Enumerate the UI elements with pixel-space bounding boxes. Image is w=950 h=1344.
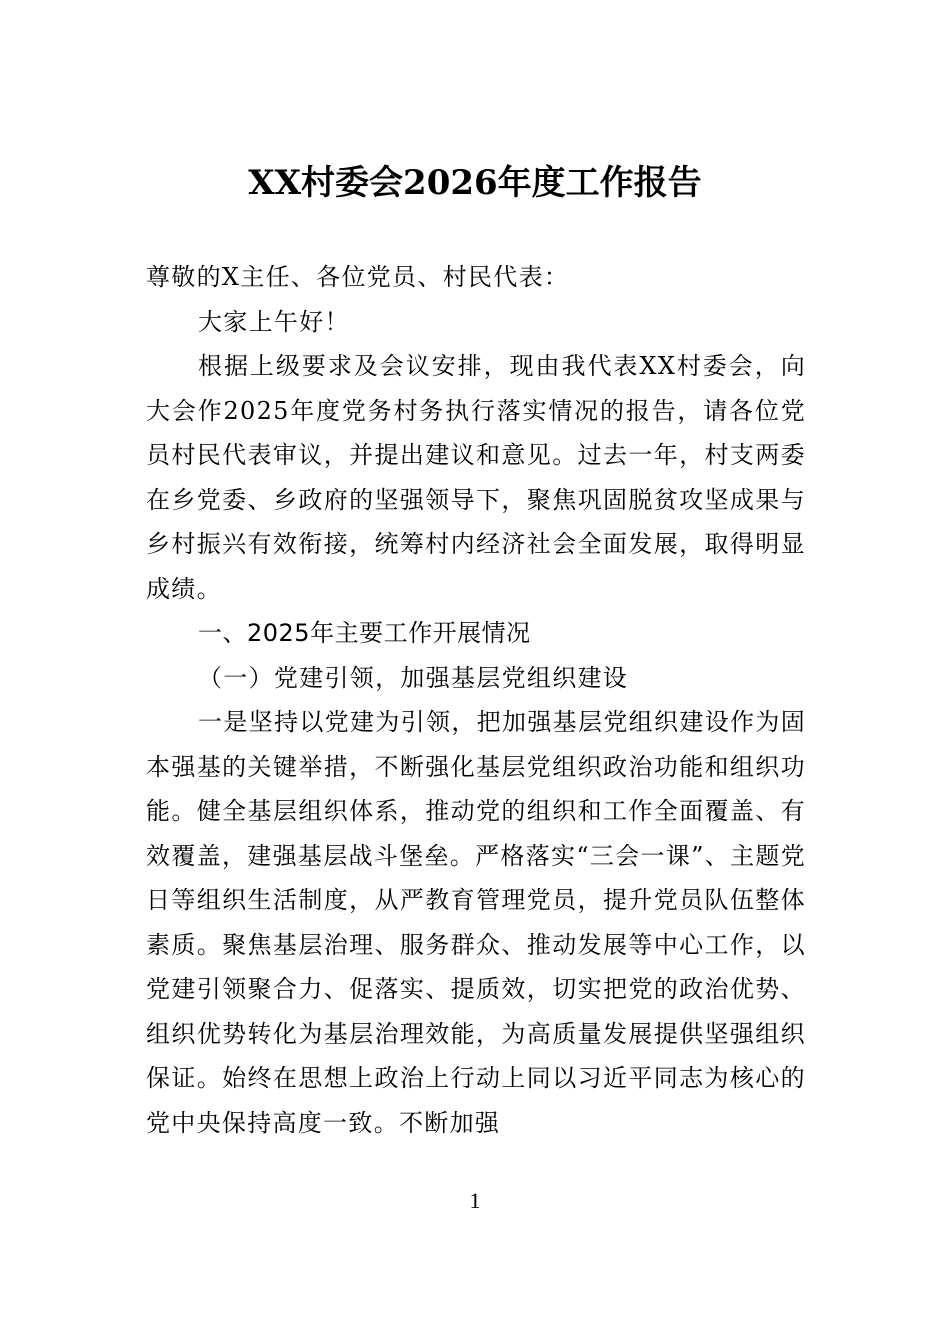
document-body xyxy=(146,255,806,1145)
document-title: XX村委会2026年度工作报告 xyxy=(248,163,702,203)
subsection-heading: （一）党建引领，加强基层党组织建设 xyxy=(198,663,629,692)
section-heading: 一、2025年主要工作开展情况 xyxy=(198,619,531,647)
intro-paragraph: 根据上级要求及会议安排，现由我代表XX村委会，向大会作2025年度党务村务执行落实情况的报告，请各位党员村民代表审议，并提出建议和意见。过去一年，村支两委在乡党委、乡政府的坚强领导下，聚焦巩固脱贫攻坚成果与乡村振兴有效衔接，统筹村内经济社会全面发展，取得明显成绩。 xyxy=(146,352,806,603)
subsection-paragraph: 一是坚持以党建为引领，把加强基层党组织建设作为固本强基的关键举措，不断强化基层党组织政治功能和组织功能。健全基层组织体系，推动党的组织和工作全面覆盖、有效覆盖，建强基层战斗堡垒。严格落实“三会一课”、主题党日等组织生活制度，从严教育管理党员，提升党员队伍整体素质。聚焦基层治理、服务群众、推动发展等中心工作，以党建引领聚合力、促落实、提质效，切实把党的政治优势、组织优势转化为基层治理效能，为高质量发展提供坚强组织保证。始终在思想上政治上行动上同以习近平同志为核心的党中央保持高度一致。不断加强 xyxy=(146,708,806,1137)
salutation: 尊敬的X主任、各位党员、村民代表： xyxy=(146,263,570,291)
page-number: 1 xyxy=(469,1188,481,1213)
greeting: 大家上午好！ xyxy=(198,307,350,336)
